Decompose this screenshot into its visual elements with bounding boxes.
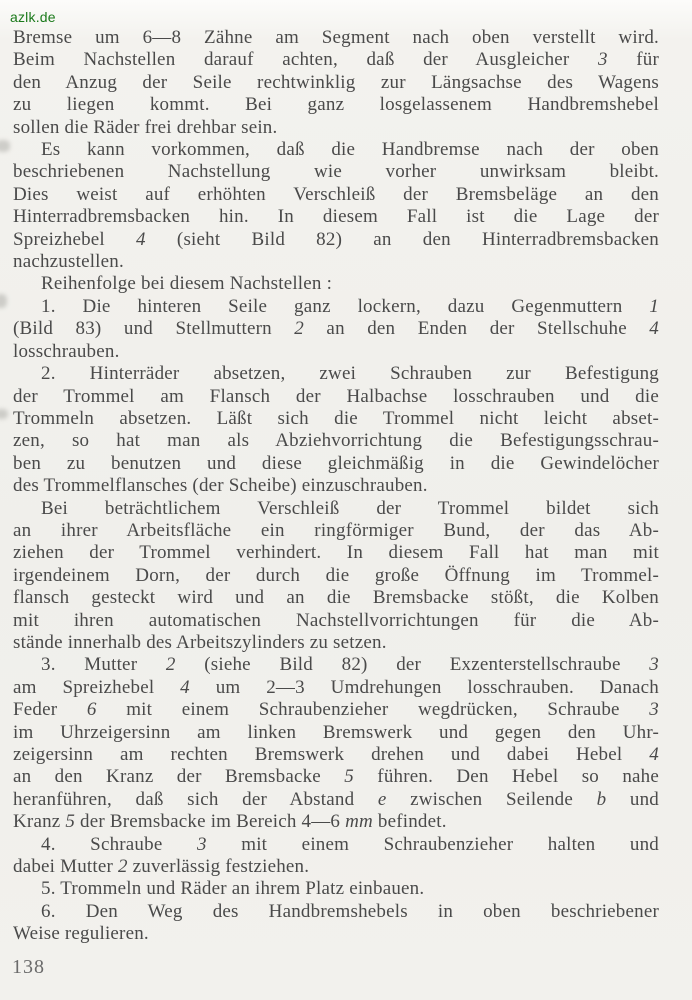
text-line: 6. Den Weg des Handbremshebels in oben beschriebener: [41, 900, 659, 922]
text-line: flansch gesteckt wird und an die Bremsbacke stößt, die Kolben: [13, 587, 659, 609]
text-line: den Anzug der Seile rechtwinklig zur Längsachse des Wagens: [13, 71, 659, 93]
text-line: 3. Mutter 2 (siehe Bild 82) der Exzenterstellschraube 3: [41, 654, 659, 676]
text-line: im Uhrzeigersinn am linken Bremswerk und gegen den Uhr-: [13, 721, 659, 743]
text-line: an den Kranz der Bremsbacke 5 führen. Den Hebel so nahe: [13, 766, 659, 788]
text-line: zen, so hat man als Abziehvorrichtung die Befestigungsschrau-: [13, 430, 659, 452]
text-line: 2. Hinterräder absetzen, zwei Schrauben zur Befestigung: [41, 363, 659, 385]
text-line: dabei Mutter 2 zuverlässig festziehen.: [13, 856, 310, 878]
text-line: nachzustellen.: [13, 251, 124, 273]
text-line: am Spreizhebel 4 um 2—3 Umdrehungen losschrauben. Danach: [13, 676, 659, 698]
text-line: irgendeinem Dorn, der durch die große Öffnung im Trommel-: [13, 564, 659, 586]
text-line: Dies weist auf erhöhten Verschleiß der Bremsbeläge an den: [13, 183, 659, 205]
text-line: Bremse um 6—8 Zähne am Segment nach oben verstellt wird.: [13, 27, 659, 48]
text-line: Trommeln absetzen. Läßt sich die Trommel nicht leicht abset-: [13, 407, 659, 429]
paragraph: [13, 878, 659, 900]
text-line: losschrauben.: [13, 340, 120, 362]
paragraph: [13, 139, 659, 273]
paragraph: [13, 498, 659, 655]
paragraph: [13, 27, 659, 139]
text-line: Kranz 5 der Bremsbacke im Bereich 4—6 mm befindet.: [13, 811, 447, 833]
text-line: Es kann vorkommen, daß die Handbremse nach der oben: [41, 139, 659, 161]
text-line: zu liegen kommt. Bei ganz losgelassenem Handbremshebel: [13, 94, 659, 116]
paragraph: [13, 273, 659, 295]
body-text: [13, 27, 659, 946]
scan-artifact: [0, 140, 10, 152]
text-line: (Bild 83) und Stellmuttern 2 an den Enden der Stellschuhe 4: [13, 318, 659, 340]
text-line: Beim Nachstellen darauf achten, daß der Ausgleicher 3 für: [13, 49, 659, 71]
text-line: 5. Trommeln und Räder an ihrem Platz einbauen.: [41, 878, 425, 900]
text-line: Bei beträchtlichem Verschleiß der Trommel bildet sich: [41, 497, 659, 519]
text-line: Spreizhebel 4 (sieht Bild 82) an den Hinterradbremsbacken: [13, 228, 659, 250]
paragraph: [13, 901, 659, 946]
text-line: an ihrer Arbeitsfläche ein ringförmiger Bund, der das Ab-: [13, 519, 659, 541]
text-line: Feder 6 mit einem Schraubenzieher wegdrücken, Schraube 3: [13, 699, 659, 721]
watermark-azlk: azlk.de: [10, 9, 56, 25]
text-line: beschriebenen Nachstellung wie vorher unwirksam bleibt.: [13, 161, 659, 183]
paragraph: [13, 296, 659, 363]
scan-artifact: [0, 409, 8, 419]
paragraph: [13, 654, 659, 833]
text-line: ben zu benutzen und diese gleichmäßig in die Gewindelöcher: [13, 452, 659, 474]
text-line: 1. Die hinteren Seile ganz lockern, dazu Gegenmuttern 1: [41, 295, 659, 317]
text-line: heranführen, daß sich der Abstand e zwischen Seilende b und: [13, 788, 659, 810]
text-line: Hinterradbremsbacken hin. In diesem Fall ist die Lage der: [13, 206, 659, 228]
text-line: zeigersinn am rechten Bremswerk drehen und dabei Hebel 4: [13, 744, 659, 765]
page-number: 138: [12, 956, 45, 978]
text-line: der Trommel am Flansch der Halbachse losschrauben und die: [13, 385, 659, 407]
text-line: stände innerhalb des Arbeitszylinders zu setzen.: [13, 631, 387, 653]
text-line: Weise regulieren.: [13, 923, 149, 945]
scan-artifact: [0, 294, 7, 308]
text-line: Reihenfolge bei diesem Nachstellen :: [41, 273, 333, 295]
text-line: ziehen der Trommel verhindert. In diesem Fall hat man mit: [13, 542, 659, 564]
text-line: mit ihren automatischen Nachstellvorrichtungen für die Ab-: [13, 609, 659, 631]
text-line: 4. Schraube 3 mit einem Schraubenzieher halten und: [41, 833, 660, 855]
paragraph: [13, 834, 659, 879]
text-line: des Trommelflansches (der Scheibe) einzuschrauben.: [13, 475, 428, 497]
text-line: sollen die Räder frei drehbar sein.: [13, 116, 278, 138]
paragraph: [13, 363, 659, 497]
